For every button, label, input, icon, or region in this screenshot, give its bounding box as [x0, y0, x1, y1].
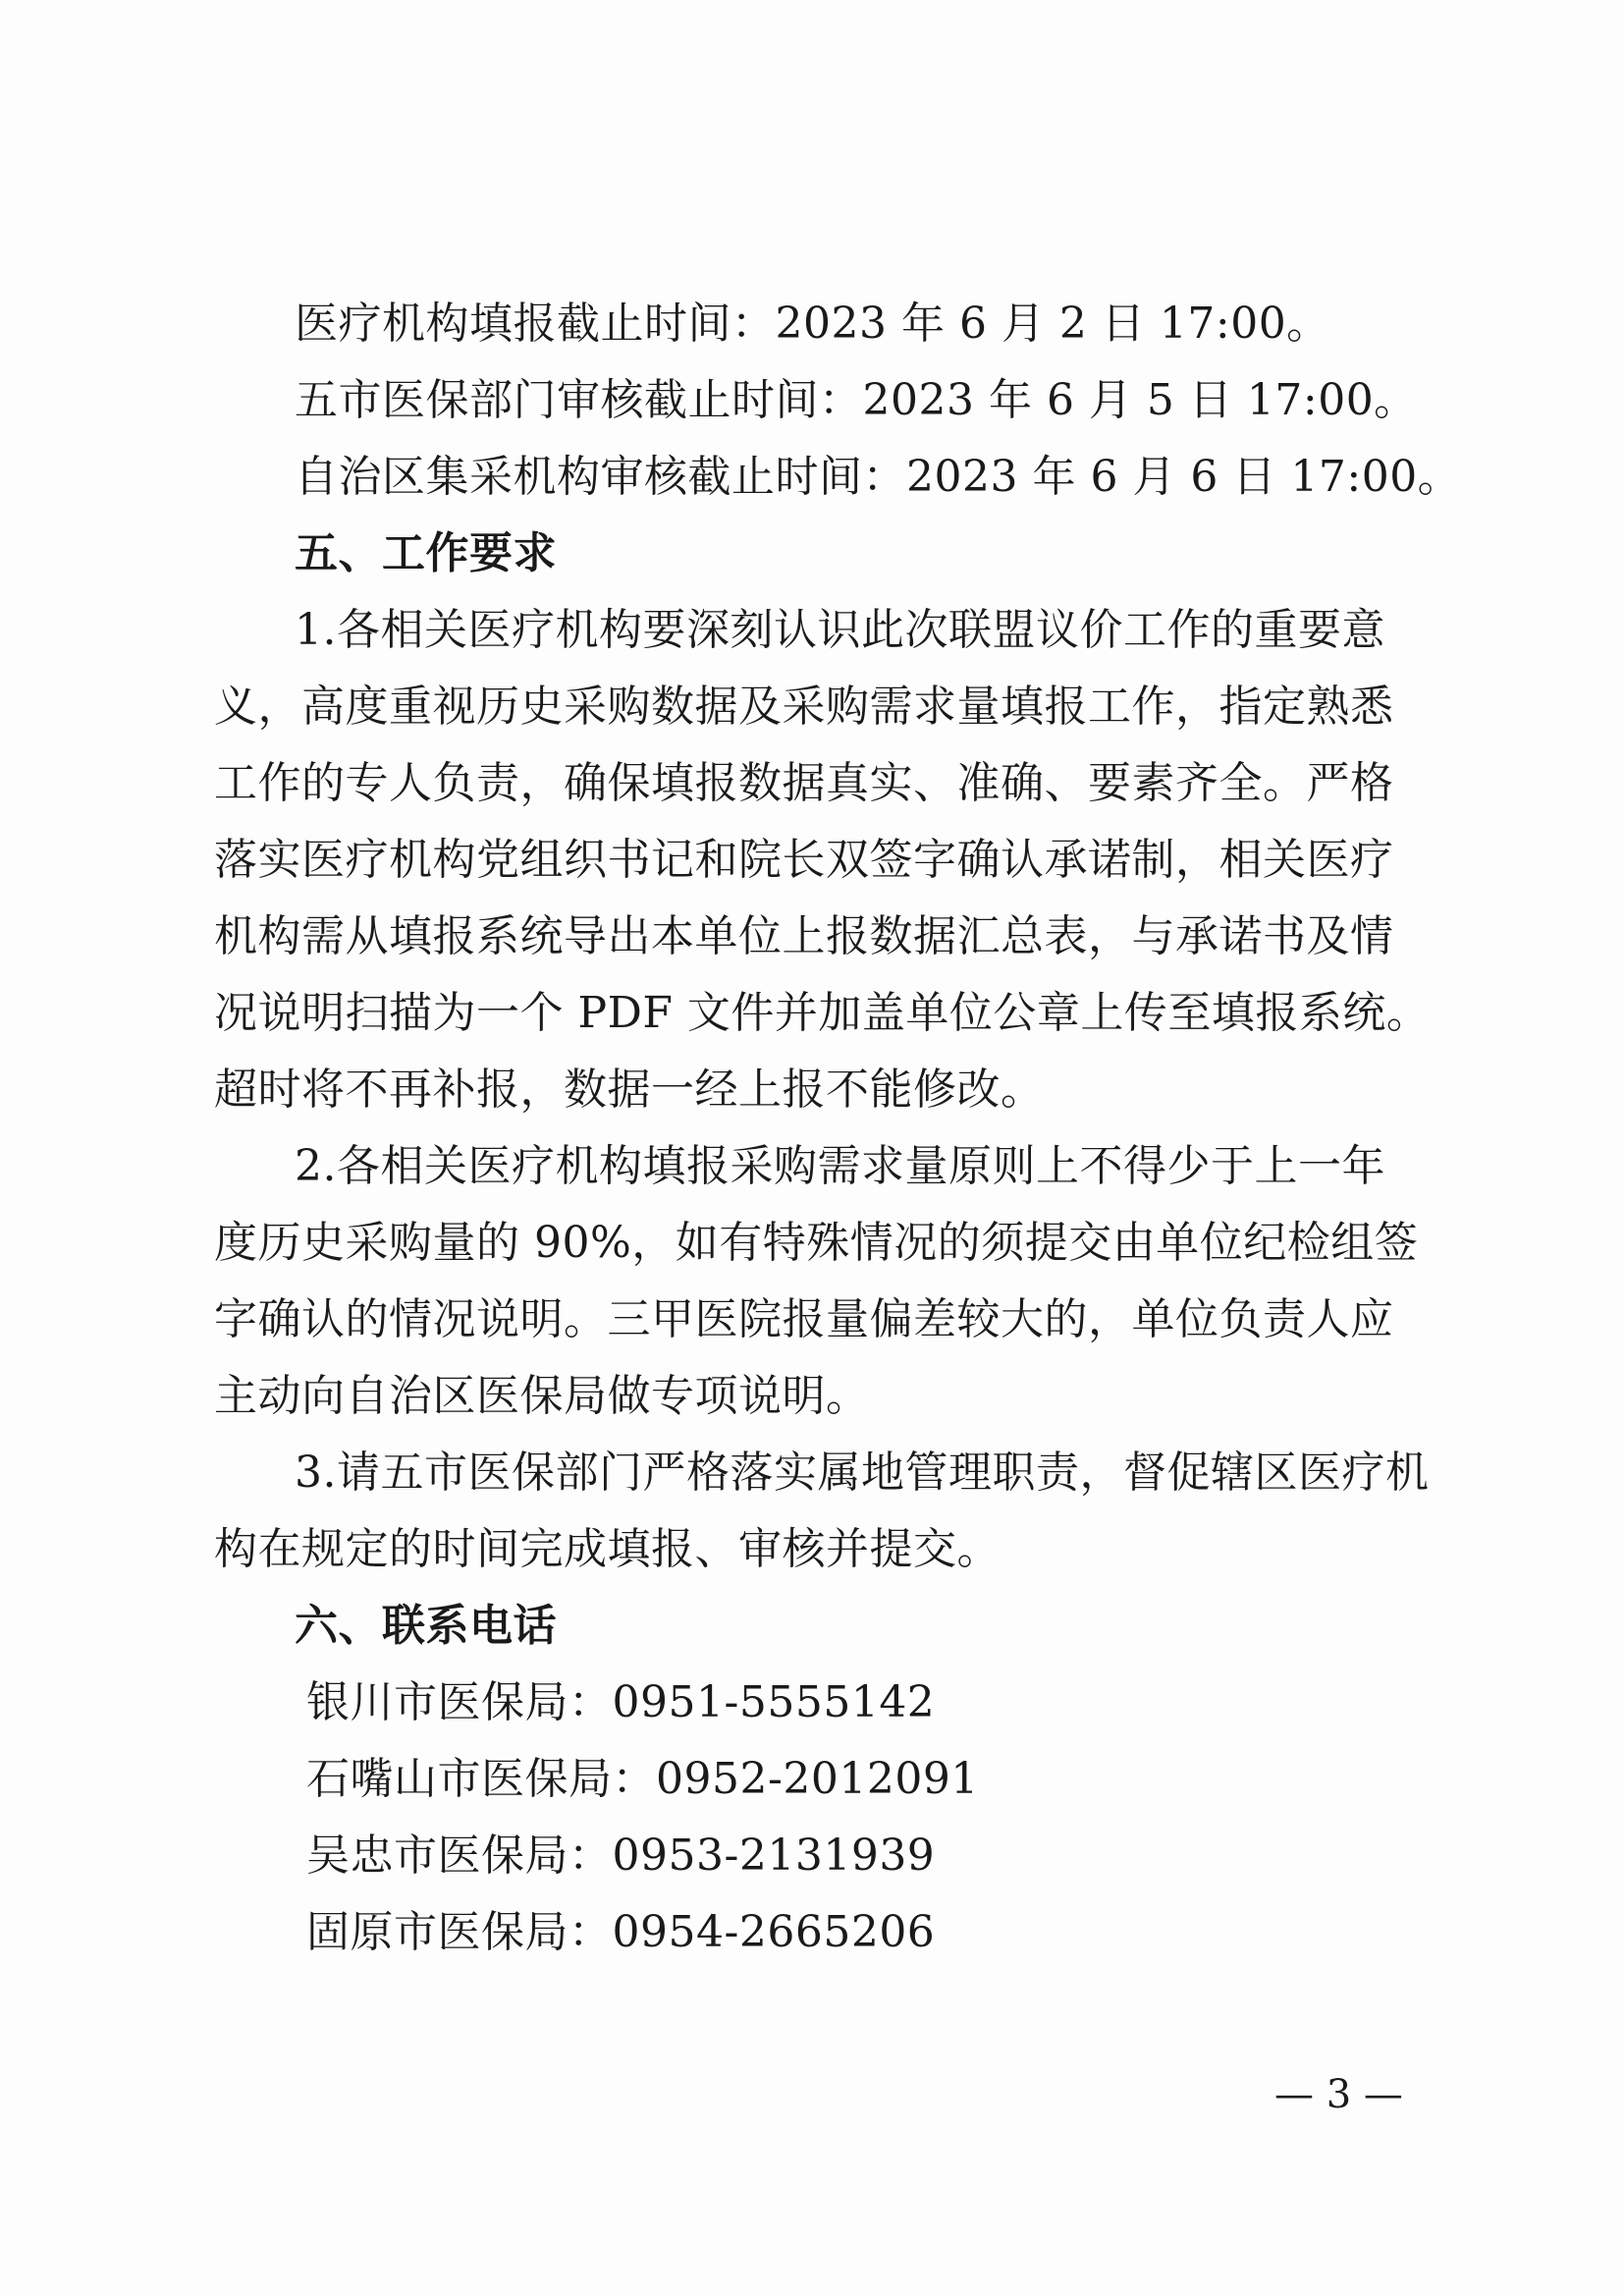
paragraph-2-line: 字确认的情况说明。三甲医院报量偏差较大的，单位负责人应	[214, 1294, 1394, 1344]
paragraph-1-line: 况说明扫描为一个 PDF 文件并加盖单位公章上传至填报系统。	[214, 988, 1431, 1038]
paragraph-1-line: 义，高度重视历史采购数据及采购需求量填报工作，指定熟悉	[214, 682, 1394, 732]
paragraph-1-line: 超时将不再补报，数据一经上报不能修改。	[214, 1065, 1045, 1115]
paragraph-1-line: 1.各相关医疗机构要深刻认识此次联盟议价工作的重要意	[295, 605, 1385, 655]
contact-wuzhong: 吴忠市医保局：0953-2131939	[306, 1831, 936, 1881]
paragraph-3-line: 3.请五市医保部门严格落实属地管理职责，督促辖区医疗机	[295, 1448, 1430, 1498]
section-5-heading: 五、工作要求	[295, 528, 557, 578]
deadline-region-review: 自治区集采机构审核截止时间：2023 年 6 月 6 日 17:00。	[295, 452, 1462, 502]
deadline-city-review: 五市医保部门审核截止时间：2023 年 6 月 5 日 17:00。	[295, 375, 1418, 425]
contact-shizuishan: 石嘴山市医保局：0952-2012091	[306, 1754, 979, 1804]
paragraph-1-line: 工作的专人负责，确保填报数据真实、准确、要素齐全。严格	[214, 758, 1394, 808]
section-6-heading: 六、联系电话	[295, 1601, 557, 1651]
paragraph-2-line: 2.各相关医疗机构填报采购需求量原则上不得少于上一年	[295, 1141, 1385, 1191]
paragraph-1-line: 机构需从填报系统导出本单位上报数据汇总表，与承诺书及情	[214, 911, 1394, 961]
paragraph-2-line: 度历史采购量的 90%，如有特殊情况的须提交由单位纪检组签	[214, 1218, 1419, 1268]
contact-yinchuan: 银川市医保局：0951-5555142	[306, 1677, 936, 1727]
paragraph-3-line: 构在规定的时间完成填报、审核并提交。	[214, 1524, 1001, 1574]
paragraph-1-line: 落实医疗机构党组织书记和院长双签字确认承诺制，相关医疗	[214, 835, 1394, 885]
deadline-hospital: 医疗机构填报截止时间：2023 年 6 月 2 日 17:00。	[295, 299, 1330, 349]
contact-guyuan: 固原市医保局：0954-2665206	[306, 1907, 936, 1957]
paragraph-2-line: 主动向自治区医保局做专项说明。	[214, 1371, 870, 1421]
page-number: — 3 —	[1274, 2072, 1403, 2117]
